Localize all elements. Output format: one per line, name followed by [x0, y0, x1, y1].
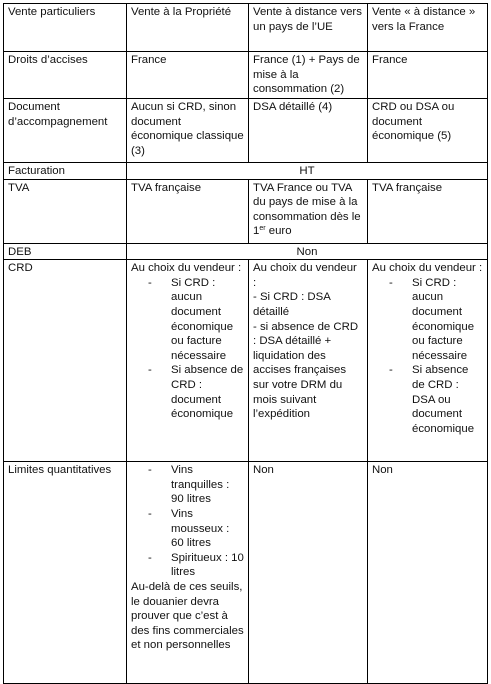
- cell-tva-ue: [249, 179, 368, 243]
- cell-deb-value: Non: [127, 243, 488, 260]
- label-crd: CRD: [4, 260, 127, 462]
- list-item: - Si CRD : aucun document économique ou facture nécessaire: [131, 276, 244, 364]
- cell-tva-propriete: TVA française: [127, 179, 249, 243]
- cell-document-propriete: Aucun si CRD, sinon document économique classique (3): [127, 99, 249, 163]
- crd-propriete-list: [131, 276, 244, 422]
- limites-propriete-outro: Au-delà de ces seuils, le douanier devra prouver que c’est à des fins commerciales et non personnelles: [131, 580, 244, 652]
- tva-ue-text: TVA France ou TVA du pays de mise à la consommation dès le 1: [253, 181, 361, 238]
- header-vente-distance-ue: Vente à distance vers un pays de l’UE: [249, 4, 368, 52]
- cell-document-france: CRD ou DSA ou document économique (5): [368, 99, 488, 163]
- vente-particuliers-table: [3, 3, 488, 684]
- header-vente-propriete: Vente à la Propriété: [127, 4, 249, 52]
- list-item: - Si absence de CRD : DSA ou document économique: [372, 363, 483, 436]
- cell-tva-france: TVA française: [368, 179, 488, 243]
- list-item: - Si CRD : aucun document économique ou facture nécessaire: [372, 276, 483, 364]
- cell-crd-france: [368, 260, 488, 462]
- row-limites-quantitatives: [4, 462, 488, 684]
- crd-propriete-intro: Au choix du vendeur :: [131, 262, 242, 275]
- label-limites-quantitatives: Limites quantitatives: [4, 462, 127, 684]
- header-vente-distance-france: Vente « à distance » vers la France: [368, 4, 488, 52]
- row-tva: [4, 179, 488, 243]
- cell-limites-ue: Non: [249, 462, 368, 684]
- cell-crd-ue: [249, 260, 368, 462]
- cell-document-ue: DSA détaillé (4): [249, 99, 368, 163]
- cell-limites-propriete: [127, 462, 249, 684]
- header-vente-particuliers: Vente particuliers: [4, 4, 127, 52]
- crd-ue-intro: Au choix du vendeur :: [253, 262, 357, 289]
- label-document-accompagnement: Document d’accompagnement: [4, 99, 127, 163]
- row-facturation: [4, 163, 488, 180]
- row-deb: [4, 243, 488, 260]
- crd-ue-line: - si absence de CRD : DSA détaillé + liquidation des accises françaises sur votre DRM du mois suivant l’expédition: [253, 320, 359, 421]
- label-tva: TVA: [4, 179, 127, 243]
- row-document-accompagnement: [4, 99, 488, 163]
- list-item: - Spiritueux : 10 litres: [131, 551, 244, 580]
- tva-ue-superscript: er: [259, 225, 266, 233]
- limites-propriete-list: [131, 463, 244, 580]
- tva-ue-tail: euro: [265, 225, 292, 238]
- crd-france-list: [372, 276, 483, 437]
- label-facturation: Facturation: [4, 163, 127, 180]
- header-row: [4, 4, 488, 52]
- cell-crd-propriete: [127, 260, 249, 462]
- cell-facturation-value: HT: [127, 163, 488, 180]
- cell-droits-france: France: [368, 52, 488, 99]
- crd-ue-line: - Si CRD : DSA détaillé: [253, 291, 331, 318]
- row-droits-accises: [4, 52, 488, 99]
- row-crd: [4, 260, 488, 462]
- cell-droits-ue: France (1) + Pays de mise à la consommation (2): [249, 52, 368, 99]
- label-droits-accises: Droits d’accises: [4, 52, 127, 99]
- list-item: - Vins mousseux : 60 litres: [131, 507, 244, 551]
- document-page: [3, 3, 488, 684]
- cell-limites-france: Non: [368, 462, 488, 684]
- list-item: - Si absence de CRD : document économique: [131, 363, 244, 421]
- cell-droits-propriete: France: [127, 52, 249, 99]
- list-item: - Vins tranquilles : 90 litres: [131, 463, 244, 507]
- label-deb: DEB: [4, 243, 127, 260]
- crd-france-intro: Au choix du vendeur :: [372, 262, 483, 275]
